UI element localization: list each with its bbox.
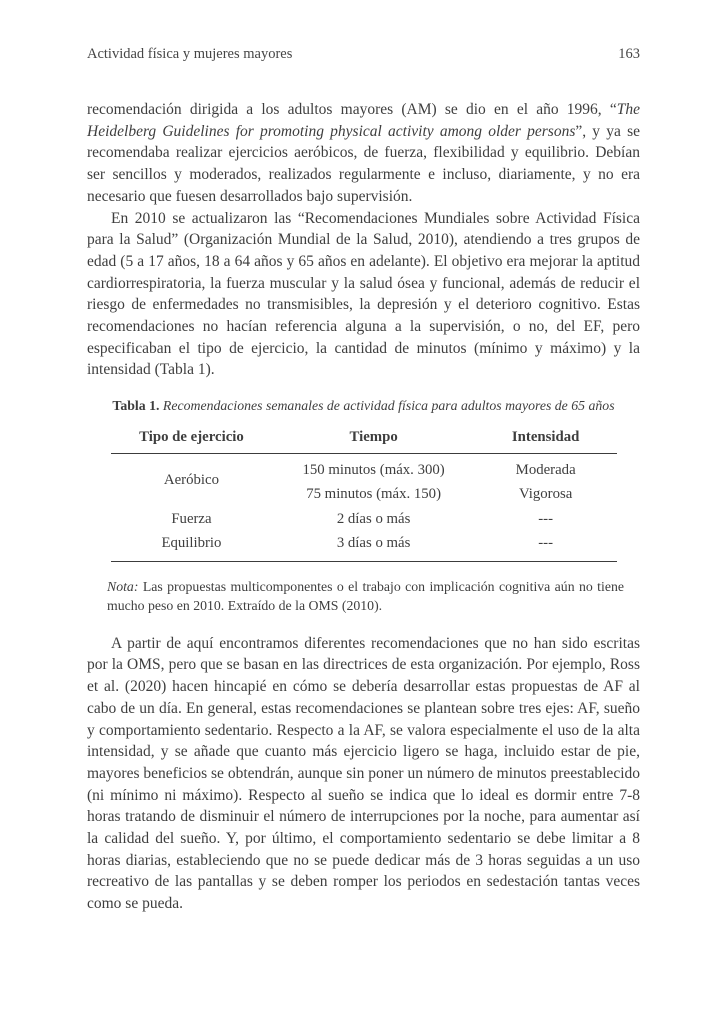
cell-intensidad-fuerza: --- — [538, 510, 554, 527]
paragraph-1-italic-title: The Heidelberg Guidelines for promoting physical activity among older persons — [87, 101, 640, 140]
cell-tiempo-75: 75 minutos (máx. 150) — [306, 486, 441, 503]
table-caption-text: Recomendaciones semanales de actividad física para adultos mayores de 65 años — [159, 398, 615, 414]
column-header-tiempo: Tiempo — [272, 427, 474, 454]
column-header-intensidad: Intensidad — [475, 427, 617, 454]
cell-intensidad-equilibrio: --- — [538, 534, 554, 551]
table-note-text: Las propuestas multicomponentes o el trabajo con implicación cognitiva aún no tiene mucho peso en 2010. Extraído de la OMS (2010). — [107, 578, 624, 614]
table-row — [111, 454, 617, 483]
table-row — [111, 507, 617, 531]
table-caption-label: Tabla 1. — [112, 398, 160, 414]
table-1-header — [111, 427, 617, 454]
paragraph-1 — [87, 99, 640, 208]
cell-tipo-fuerza: Fuerza — [171, 510, 212, 527]
running-head — [87, 46, 640, 63]
cell-tiempo-150: 150 minutos (máx. 300) — [302, 462, 445, 479]
paragraph-3: A partir de aquí encontramos diferentes recomendaciones que no han sido escritas por la OMS, pero que se basan en las directrices de esta organización. Por ejemplo, Ross et al. (2020) hacen hincapié en cómo se debería desarrollar estas propuestas de AF al cabo de un día. En general, estas recomendaciones se plantean sobre tres ejes: AF, sueño y comportamiento sedentario. Respecto a la AF, se valora especialmente el uso de la alta intensidad, y se añade que cuanto más ejercicio ligero se haga, incluido estar de pie, mayores beneficios se obtendrán, aunque sin poner un número de minutos preestablecido (ni mínimo ni máximo). Respecto al sueño se indica que lo ideal es dormir entre 7-8 horas tratando de disminuir el número de interrupciones por la noche, para aumentar así la calidad del sueño. Y, por último, el comportamiento sedentario se debe limitar a 8 horas diarias, estableciendo que no se puede dedicar más de 3 horas seguidas a un uso recreativo de las pantallas y se deben romper los periodos en sedestación tantas veces como se pueda. — [87, 634, 640, 913]
cell-tipo-aerobico: Aeróbico — [163, 472, 219, 489]
paragraph-1-pre: recomendación dirigida a los adultos mayores (AM) se dio en el año 1996, “ — [87, 101, 617, 118]
table-note-label: Nota: — [107, 578, 139, 594]
cell-intensidad-vigorosa: Vigorosa — [518, 486, 573, 503]
page-number: 163 — [618, 46, 640, 62]
cell-tiempo-2dias: 2 días o más — [336, 510, 411, 527]
cell-tiempo-3dias: 3 días o más — [336, 534, 411, 551]
running-head-title: Actividad física y mujeres mayores — [87, 46, 293, 62]
table-note — [107, 577, 624, 616]
table-1-body — [111, 454, 617, 562]
table-header-row — [111, 427, 617, 454]
cell-intensidad-moderada: Moderada — [515, 462, 576, 479]
table-1 — [111, 427, 617, 562]
column-header-tipo: Tipo de ejercicio — [111, 427, 273, 454]
cell-tipo-equilibrio: Equilibrio — [161, 534, 222, 551]
paragraph-1-post: ”, y ya se recomendaba realizar ejercicios aeróbicos, de fuerza, flexibilidad y equilibrio. Debían ser sencillos y moderados, realizados regularmente e incluso, diariamente, y no era necesario que fuesen desarrollados bajo supervisión. — [87, 122, 640, 205]
paragraph-2: En 2010 se actualizaron las “Recomendaciones Mundiales sobre Actividad Física para la Salud” (Organización Mundial de la Salud, 2010), atendiendo a tres grupos de edad (5 a 17 años, 18 a 64 años y 65 años en adelante). El objetivo era mejorar la aptitud cardiorrespiratoria, la fuerza muscular y la salud ósea y funcional, además de reducir el riesgo de enfermedades no transmisibles, la depresión y el deterioro cognitivo. Estas recomendaciones no hacían referencia alguna a la supervisión, o no, del EF, pero especificaban el tipo de ejercicio, la cantidad de minutos (mínimo y máximo) y la intensidad (Tabla 1). — [87, 209, 640, 379]
page-content — [87, 99, 640, 915]
table-caption — [87, 398, 640, 414]
table-row — [111, 531, 617, 561]
